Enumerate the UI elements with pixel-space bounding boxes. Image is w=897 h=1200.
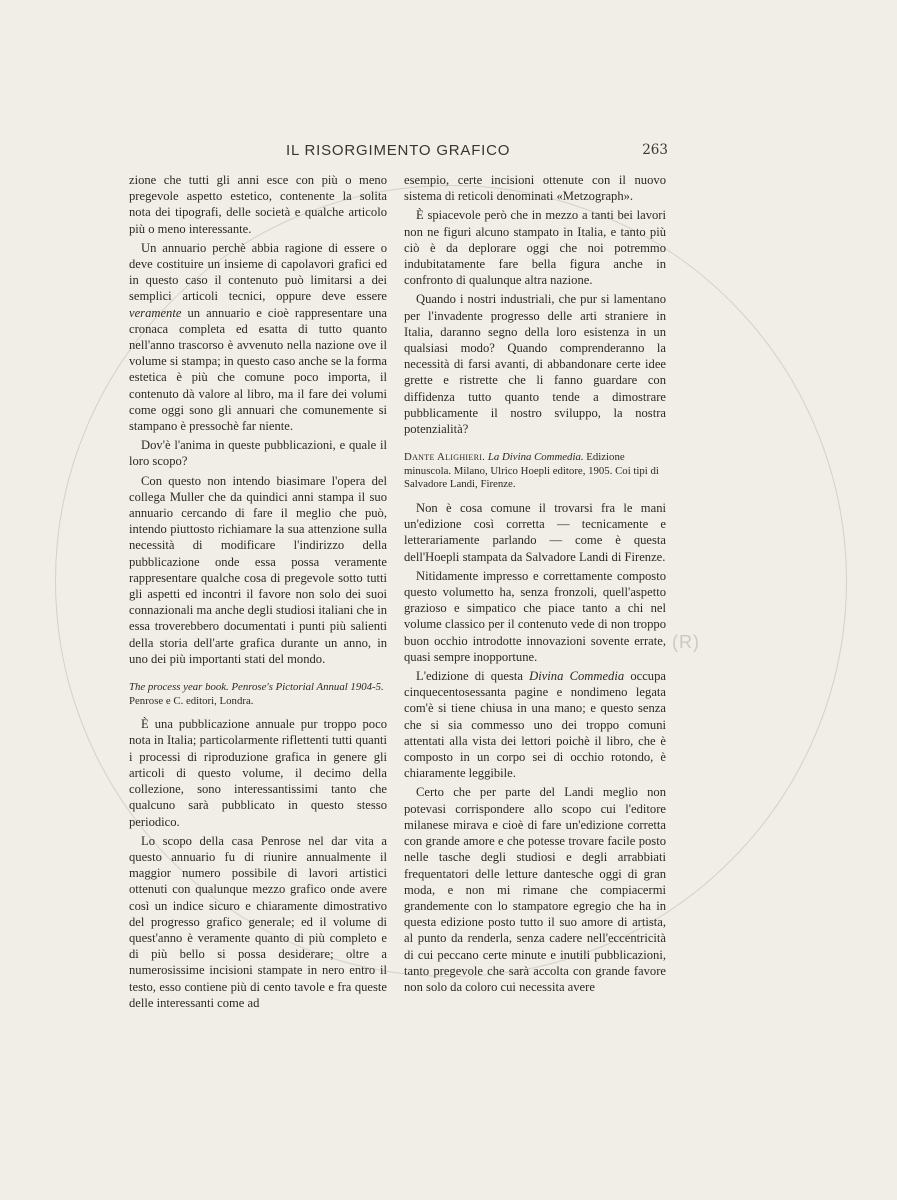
paragraph: Certo che per parte del Landi meglio non potevasi corrispondere allo scopo cui l'editore milanese mirava e cioè di fare un'edizione corretta con grande amore e che potesse trovare facile posto nelle tasche degli studiosi e degli arrabbiati frequentatori delle letture dantesche oggi di gran moda, e non mi rimane che compiacermi grandemente con lo stampatore egregio che ha in questa edizione posto tutto il suo amore di artista, al punto da renderla, senza cadere nell'eccentricità di cui peccano certe minute e inutili pubblicazioni, tanto pregevole che sarà accolta con grande favore non solo da coloro cui necessita avere xyxy=(404,785,666,994)
paragraph: zione che tutti gli anni esce con più o meno pregevole aspetto estetico, contenente la solita nota dei tipografi, delle società e qualche articolo più o meno interessante. xyxy=(129,173,387,236)
paragraph: È spiacevole però che in mezzo a tanti bei lavori non ne figuri alcuno stampato in Italia, e tanto più ciò è da deplorare oggi che noi potremmo indubitatamente fare bella figura anche in confronto di qualunque altra nazione. xyxy=(404,208,666,288)
bibliographic-note xyxy=(129,681,387,708)
book-publisher: Edizione minuscola. Milano, Ulrico Hoepli editore, 1905. Coi tipi di Salvadore Landi, Firenze. xyxy=(404,451,659,491)
text-run: occupa cinquecentosessanta pagine e nondimeno legata com'è si tiene chiusa in una mano; e questo senza che si sia commesso uno dei troppo comuni attentati alla vista dei lettori poichè il libro, che è composto in un corpo sei di occhio rotondo, è chiaramente leggibile. xyxy=(404,669,666,781)
paragraph: Lo scopo della casa Penrose nel dar vita a questo annuario fu di riunire annualmente il maggior numero possibile di lavori artistici ottenuti con qualunque mezzo grafico onde avere così un indice sicuro e chiaramente dimostrativo del progresso grafico generale; ed il volume di quest'anno è veramente quanto di più completo e di più bello si possa desiderare; oltre a numerosissime incisioni stampate in nero entro il testo, esso contiene più di cento tavole e fra queste delle interessanti come ad xyxy=(129,833,387,1010)
paragraph: Dov'è l'anima in queste pubblicazioni, e quale il loro scopo? xyxy=(129,438,387,469)
running-title: IL RISORGIMENTO GRAFICO xyxy=(286,142,511,159)
text-run: Un annuario perchè abbia ragione di essere o deve costituire un insieme di capolavori grafici ed in questo caso il contenuto può limitarsi a dei semplici articoli tecnici, oppure deve essere xyxy=(129,240,387,304)
right-column xyxy=(404,172,666,995)
book-author: Dante Alighieri. xyxy=(404,451,486,464)
paragraph: Non è cosa comune il trovarsi fra le mani un'edizione così corretta — tecnicamente e letterariamente parlando — come è questa dell'Hoepli stampata da Salvadore Landi di Firenze. xyxy=(404,501,666,564)
bibliographic-note xyxy=(404,451,666,492)
book-title: La Divina Commedia. xyxy=(485,451,584,464)
page-number: 263 xyxy=(642,142,668,158)
paragraph: esempio, certe incisioni ottenute con il nuovo sistema di reticoli denominati «Metzograph». xyxy=(404,173,666,204)
paragraph xyxy=(129,240,387,434)
paragraph: Quando i nostri industriali, che pur si lamentano per l'invadente progresso delle arti straniere in Italia, daranno segno della loro esistenza in un qualsiasi modo? Quando comprenderanno la necessità di farsi avanti, di abbandonare certe idee grette e ristrette che li fanno guardare con diffidenza tutto quanto tende a dimostrare pubblicamente il nostro sviluppo, la nostra potenzialità? xyxy=(404,292,666,437)
watermark-registered-mark: (R) xyxy=(672,632,700,652)
emphasis: veramente xyxy=(129,305,182,320)
text-run: L'edizione di questa xyxy=(416,669,530,684)
paragraph: Nitidamente impresso e correttamente composto questo volumetto ha, senza fronzoli, quell'aspetto grazioso e simpatico che piace tanto a chi nel volume classico per il contenuto vede di non troppo buon occhio introdotte innovazioni sovente errate, quasi sempre inopportune. xyxy=(404,568,666,664)
book-title: The process year book. Penrose's Pictorial Annual 1904-5. xyxy=(129,681,384,694)
page-header xyxy=(128,142,668,162)
paragraph: Con questo non intendo biasimare l'opera del collega Muller che da quindici anni stampa il suo annuario cercando di fare il meglio che può, intendo piuttosto richiamare la sua attenzione sulla necessità di modificare l'indirizzo della pubblicazione onde essa possa veramente rappresentare qualche cosa di pregevole sotto tutti gli aspetti ed incontri il favore non solo dei suoi connazionali ma anche degli studiosi italiani che in essa troverebbero documentati i punti più salienti della storia dell'arte grafica durante un anno, in uno dei più importanti stati del mondo. xyxy=(129,473,387,666)
book-publisher: Penrose e C. editori, Londra. xyxy=(129,694,254,707)
paragraph: È una pubblicazione annuale pur troppo poco nota in Italia; particolarmente riflettenti tutti quanti i processi di riproduzione grafica in genere gli articoli di questo volume, il decimo della collezione, sono interessantissimi tanto che qualcuno sarà pubblicato in questo stesso periodico. xyxy=(129,717,387,829)
emphasis: Divina Commedia xyxy=(529,669,625,684)
paragraph xyxy=(404,668,666,781)
text-run: un annuario e cioè rappresentare una cronaca completa ed esatta di tutto quanto nell'anno trascorso è avvenuto nella nazione ove il volume si stampa; in questo caso anche se la forma estetica è più che comune poco importa, il contenuto dà valore al libro, ma il fare dei volumi come oggi sono gli annuari che comunemente si stampano è pressochè far niente. xyxy=(129,305,387,434)
left-column xyxy=(129,172,387,1011)
